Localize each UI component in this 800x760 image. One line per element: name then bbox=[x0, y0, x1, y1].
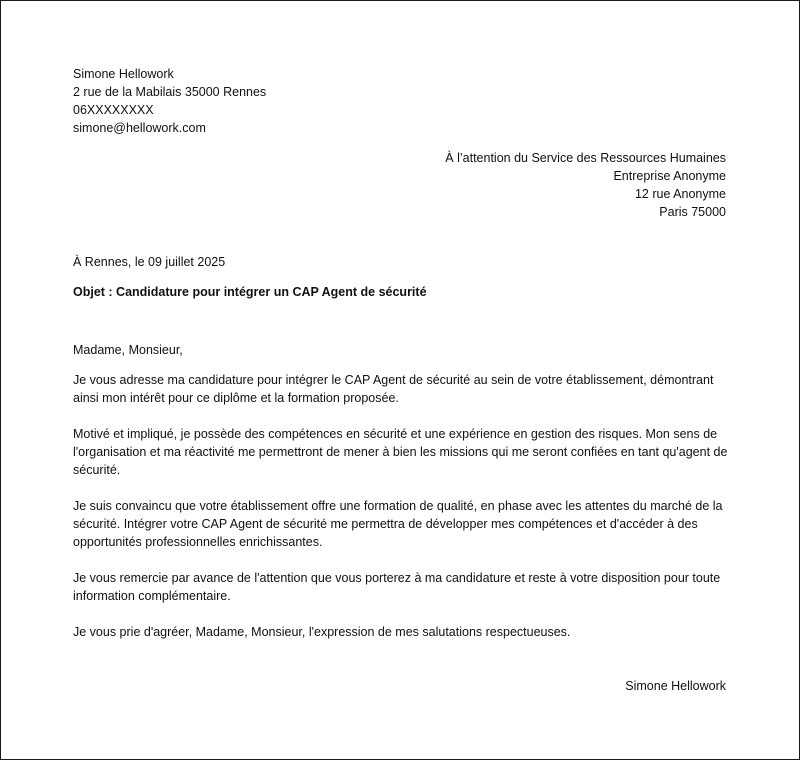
body-paragraph: Je vous adresse ma candidature pour intégrer le CAP Agent de sécurité au sein de votre établissement, démontrant ainsi mon intérêt pour ce diplôme et la formation proposée. bbox=[73, 373, 714, 405]
sender-block bbox=[73, 65, 266, 137]
closing-paragraph: Je vous prie d'agréer, Madame, Monsieur, l'expression de mes salutations respectueuses. bbox=[73, 625, 571, 639]
letter-salutation: Madame, Monsieur, bbox=[73, 343, 183, 357]
body-paragraph: Motivé et impliqué, je possède des compétences en sécurité et une expérience en gestion des risques. Mon sens de l'organisation et ma réactivité me permettront de mener à bien les missions qui me seront confiées en tant qu'agent de sécurité. bbox=[73, 427, 728, 477]
signature: Simone Hellowork bbox=[625, 679, 726, 693]
body-paragraph: Je vous remercie par avance de l'attention que vous porterez à ma candidature et reste à votre disposition pour toute information complémentaire. bbox=[73, 571, 721, 603]
recipient-city: Paris 75000 bbox=[659, 205, 726, 219]
body-paragraph: Je suis convaincu que votre établissement offre une formation de qualité, en phase avec les attentes du marché de la sécurité. Intégrer votre CAP Agent de sécurité me permettra de développer mes compétences et d'accéder à des opportunités professionnelles enrichissantes. bbox=[73, 499, 723, 549]
sender-name: Simone Hellowork bbox=[73, 67, 174, 81]
recipient-company: Entreprise Anonyme bbox=[613, 169, 726, 183]
recipient-attention: À l’attention du Service des Ressources Humaines bbox=[445, 151, 726, 165]
letter-date: À Rennes, le 09 juillet 2025 bbox=[73, 255, 226, 269]
sender-email: simone@hellowork.com bbox=[73, 121, 206, 135]
sender-address: 2 rue de la Mabilais 35000 Rennes bbox=[73, 85, 267, 99]
recipient-street: 12 rue Anonyme bbox=[634, 187, 726, 201]
recipient-block bbox=[445, 149, 726, 221]
sender-phone: 06XXXXXXXX bbox=[73, 103, 154, 117]
letter-subject: Objet : Candidature pour intégrer un CAP Agent de sécurité bbox=[73, 285, 427, 299]
